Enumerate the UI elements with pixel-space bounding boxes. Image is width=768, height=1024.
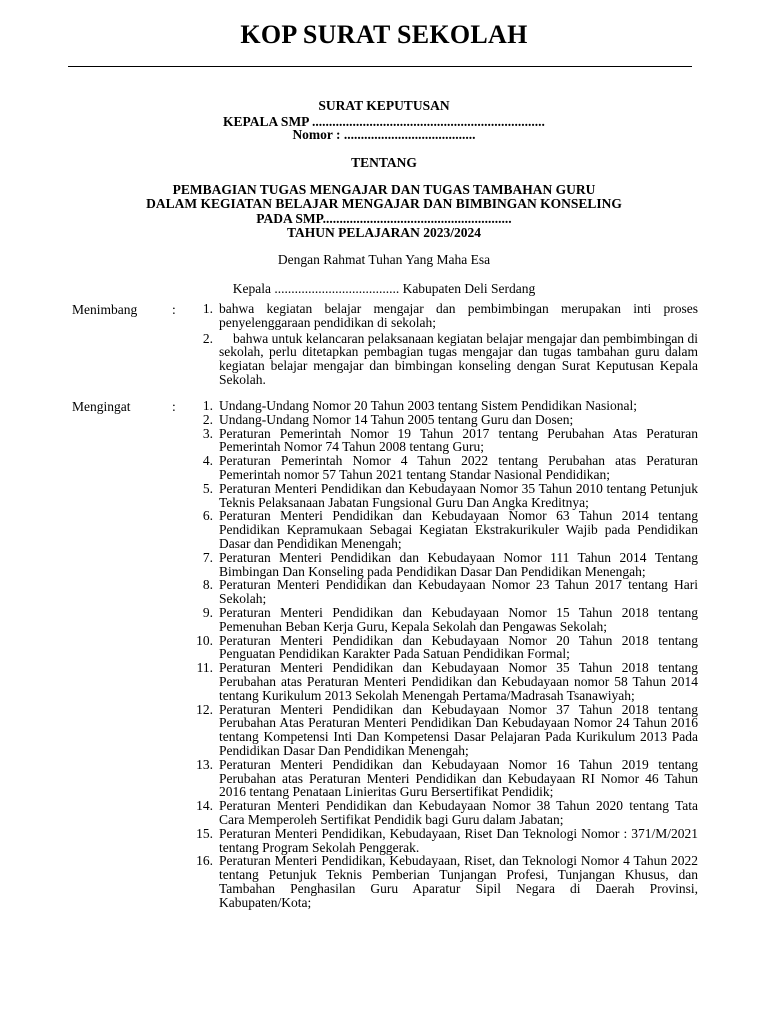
list-item	[180, 827, 698, 855]
item-number: 7.	[202, 549, 213, 565]
number-line: Nomor : .......................................	[292, 127, 476, 142]
list-item	[180, 413, 698, 427]
list-item	[180, 703, 698, 758]
item-text: Undang-Undang Nomor 20 Tahun 2003 tentang Sistem Pendidikan Nasional;	[219, 398, 637, 413]
mengingat-list	[180, 399, 698, 909]
item-text: Peraturan Menteri Pendidikan dan Kebudayaan Nomor 35 Tahun 2018 tentang Perubahan atas Peraturan Menteri Pendidikan dan Kebudayaan nomor 58 Tahun 2014 tentang Kurikulum 2013 Sekolah Menengah Pertama/Madrasah Tsanawiyah;	[219, 660, 698, 703]
item-text: Peraturan Pemerintah Nomor 4 Tahun 2022 tentang Perubahan atas Peraturan Pemerintah nomor 57 Tahun 2021 tentang Standar Nasional Pendidikan;	[219, 453, 698, 482]
item-text: Peraturan Menteri Pendidikan dan Kebudayaan Nomor 111 Tahun 2014 Tentang Bimbingan Dan Konseling pada Pendidikan Dasar Dan Pendidikan Menengah;	[219, 549, 698, 579]
item-number: 5.	[202, 480, 213, 496]
tentang-heading: TENTANG	[351, 155, 417, 170]
item-number: 1.	[202, 301, 213, 316]
list-item	[180, 454, 698, 482]
item-text: bahwa untuk kelancaran pelaksanaan kegiatan belajar mengajar dan pembimbingan di sekolah, perlu ditetapkan pembagian tugas mengajar dan tugas tambahan guru dalam kegiatan belajar mengajar dan bimbingan konseling dengan Surat Keputusan Kepala Sekolah.	[219, 330, 698, 387]
blessing-line: Dengan Rahmat Tuhan Yang Maha Esa	[277, 252, 491, 267]
kepala-line: Kepala ..................................... Kabupaten Deli Serdang	[232, 281, 536, 296]
item-text: bahwa kegiatan belajar mengajar dan pembimbingan merupakan inti proses penyelenggaraan pendidikan di sekolah;	[219, 301, 698, 330]
item-text: Peraturan Menteri Pendidikan dan Kebudayaan Nomor 63 Tahun 2014 tentang Pendidikan Kepramukaan Sebagai Kegiatan Ekstrakurikuler Wajib pada Pendidikan Dasar dan Pendidikan Menengah;	[219, 508, 698, 551]
mengingat-label: Mengingat	[72, 399, 131, 414]
list-item	[180, 634, 698, 662]
subject-line-3: PADA SMP........................................................	[256, 211, 512, 226]
subject-line-1: PEMBAGIAN TUGAS MENGAJAR DAN TUGAS TAMBAHAN GURU	[172, 182, 596, 197]
item-number: 2.	[202, 411, 213, 427]
list-item	[180, 302, 698, 330]
menimbang-label: Menimbang	[72, 302, 138, 317]
item-number: 15.	[196, 825, 213, 841]
item-text: Undang-Undang Nomor 14 Tahun 2005 tentang Guru dan Dosen;	[219, 411, 574, 427]
item-number: 12.	[196, 701, 213, 717]
letterhead-divider	[68, 66, 692, 67]
list-item	[180, 399, 698, 413]
item-text: Peraturan Menteri Pendidikan, Kebudayaan, Riset, dan Teknologi Nomor 4 Tahun 2022 tentang Petunjuk Teknis Pemberian Tunjangan Profesi, Tunjangan Khusus, dan Tambahan Penghasilan Guru Aparatur Sipil Negara di Daerah Provinsi, Kabupaten/Kota;	[219, 853, 698, 910]
list-item	[180, 427, 698, 455]
item-number: 3.	[202, 425, 213, 441]
item-number: 16.	[196, 853, 213, 869]
list-item	[180, 509, 698, 550]
list-item	[180, 606, 698, 634]
subject-line-2: DALAM KEGIATAN BELAJAR MENGAJAR DAN BIMBINGAN KONSELING	[146, 196, 622, 211]
item-number: 4.	[202, 453, 213, 469]
item-number: 13.	[196, 756, 213, 772]
list-item	[180, 799, 698, 827]
item-text: Peraturan Menteri Pendidikan dan Kebudayaan Nomor 23 Tahun 2017 tentang Hari Sekolah;	[219, 577, 698, 607]
item-number: 8.	[202, 577, 213, 593]
item-text: Peraturan Menteri Pendidikan dan Kebudayaan Nomor 37 Tahun 2018 tentang Perubahan Atas Peraturan Menteri Pendidikan Dan Kebudayaan Nomor 24 Tahun 2016 tentang Kompetensi Inti Dan Kompetensi Dasar Pelajaran Pada Kurikulum 2013 Pada Pendidikan Dasar Dan Pendidikan Menengah;	[219, 701, 698, 758]
list-item	[180, 482, 698, 510]
item-text: Peraturan Menteri Pendidikan dan Kebudayaan Nomor 20 Tahun 2018 tentang Penguatan Pendidikan Karakter Pada Satuan Pendidikan Formal;	[219, 632, 698, 662]
mengingat-colon: :	[172, 399, 176, 414]
academic-year-line: TAHUN PELAJARAN 2023/2024	[286, 225, 481, 240]
item-number: 14.	[196, 798, 213, 814]
menimbang-list	[180, 302, 698, 387]
list-item	[180, 758, 698, 799]
list-item	[180, 551, 698, 579]
item-number: 9.	[202, 604, 213, 620]
item-text: Peraturan Menteri Pendidikan dan Kebudayaan Nomor 15 Tahun 2018 tentang Pemenuhan Beban Kerja Guru, Kepala Sekolah dan Pengawas Sekolah;	[219, 604, 698, 634]
item-number: 10.	[196, 632, 213, 648]
item-number: 1.	[202, 398, 213, 413]
item-text: Peraturan Menteri Pendidikan dan Kebudayaan Nomor 35 Tahun 2010 tentang Petunjuk Teknis Pelaksanaan Jabatan Fungsional Guru Dan Angka Kreditnya;	[219, 480, 698, 510]
item-text: Peraturan Pemerintah Nomor 19 Tahun 2017 tentang Perubahan Atas Peraturan Pemerintah Nomor 74 Tahun 2008 tentang Guru;	[219, 425, 698, 455]
headmaster-line: KEPALA SMP .....................................................................	[223, 114, 545, 129]
item-text: Peraturan Menteri Pendidikan dan Kebudayaan Nomor 16 Tahun 2019 tentang Perubahan atas Peraturan Menteri Pendidikan dan Kebudayaan RI Nomor 46 Tahun 2016 tentang Penataan Linieritas Guru Bersertifikat Pendidik;	[219, 756, 698, 800]
list-item	[180, 661, 698, 702]
item-number: 6.	[202, 508, 213, 524]
item-text: Peraturan Menteri Pendidikan, Kebudayaan, Riset Dan Teknologi Nomor : 371/M/2021 tentang Program Sekolah Penggerak.	[219, 825, 698, 855]
list-item	[180, 578, 698, 606]
menimbang-colon: :	[172, 302, 176, 317]
list-item	[180, 854, 698, 909]
item-text: Peraturan Menteri Pendidikan dan Kebudayaan Nomor 38 Tahun 2020 tentang Tata Cara Memperoleh Sertifikat Pendidik bagi Guru dalam Jabatan;	[219, 798, 698, 827]
item-number: 2.	[202, 330, 213, 346]
decree-heading: SURAT KEPUTUSAN	[318, 98, 450, 113]
list-item	[180, 332, 698, 387]
item-number: 11.	[196, 660, 213, 676]
letterhead-title: KOP SURAT SEKOLAH	[240, 20, 528, 49]
